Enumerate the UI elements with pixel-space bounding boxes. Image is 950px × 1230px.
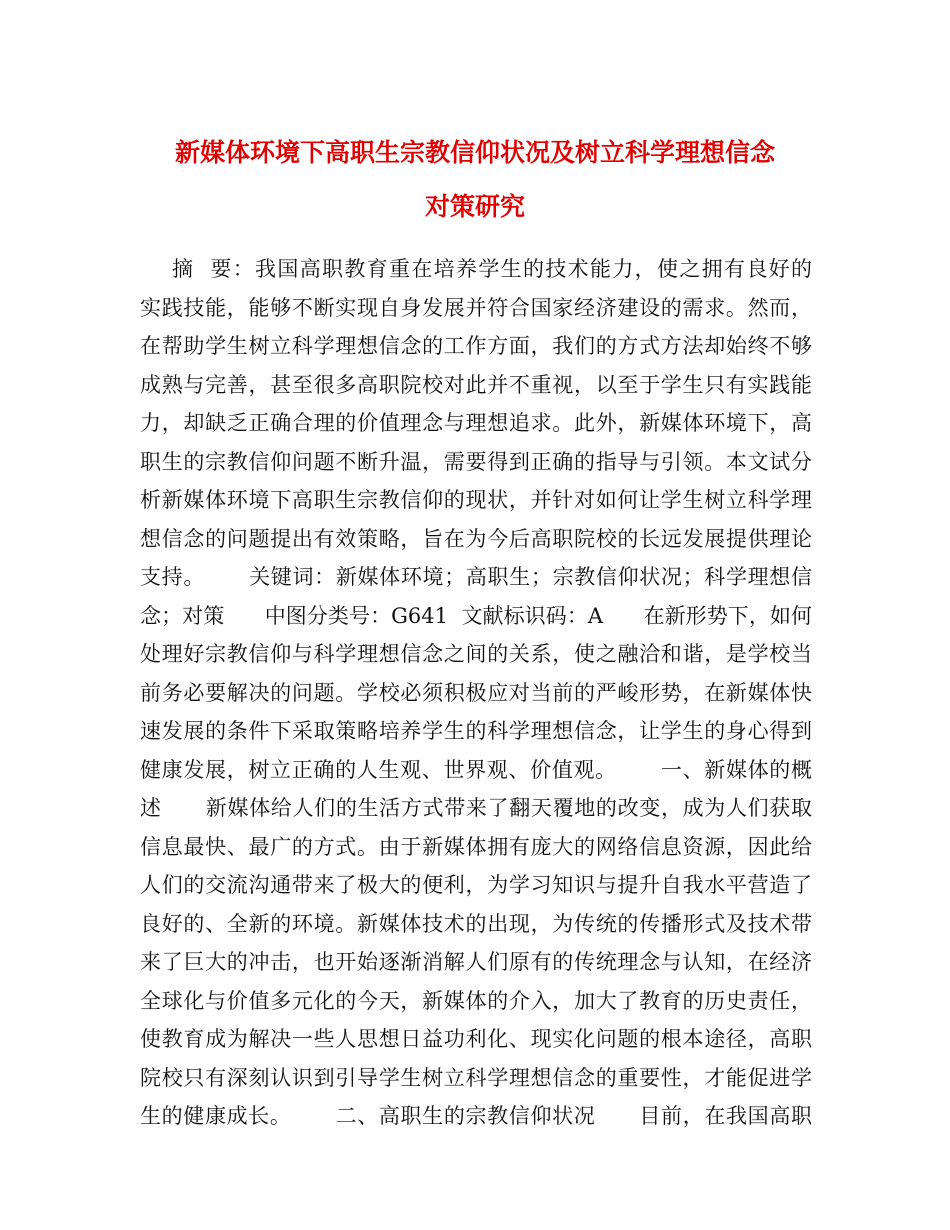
body-line: 在帮助学生树立科学理想信念的工作方面，我们的方式方法却始终不够 xyxy=(140,334,812,358)
body-line: 析新媒体环境下高职生宗教信仰的现状，并针对如何让学生树立科学理 xyxy=(140,488,812,512)
body-paragraph xyxy=(140,250,812,1136)
body-line: 成熟与完善，甚至很多高职院校对此并不重视，以至于学生只有实践能 xyxy=(140,372,812,397)
body-line: 摘 要：我国高职教育重在培养学生的技术能力，使之拥有良好的 xyxy=(140,257,812,281)
body-line: 良好的、全新的环境。新媒体技术的出现，为传统的传播形式及技术带 xyxy=(140,911,812,936)
body-line: 力，却缺乏正确合理的价值理念与理想追求。此外，新媒体环境下，高 xyxy=(140,411,812,435)
body-line: 处理好宗教信仰与科学理想信念之间的关系，使之融洽和谐，是学校当 xyxy=(140,642,812,666)
body-line: 人们的交流沟通带来了极大的便利，为学习知识与提升自我水平营造了 xyxy=(140,873,812,897)
body-line: 全球化与价值多元化的今天，新媒体的介入，加大了教育的历史责任， xyxy=(140,988,812,1013)
title-line-2: 对策研究 xyxy=(424,192,525,221)
title-block xyxy=(0,126,950,234)
body-line: 前务必要解决的问题。学校必须积极应对当前的严峻形势，在新媒体快 xyxy=(140,680,812,705)
body-line: 速发展的条件下采取策略培养学生的科学理想信念，让学生的身心得到 xyxy=(140,719,812,743)
body-line: 来了巨大的冲击，也开始逐渐消解人们原有的传统理念与认知，在经济 xyxy=(140,950,812,974)
body-line: 生的健康成长。 二、高职生的宗教信仰状况 目前，在我国高职 xyxy=(140,1104,812,1128)
body-line: 念；对策 中图分类号：G641 文献标识码：A 在新形势下，如何 xyxy=(140,603,812,628)
body-line: 院校只有深刻认识到引导学生树立科学理想信念的重要性，才能促进学 xyxy=(140,1065,812,1090)
title-line-1: 新媒体环境下高职生宗教信仰状况及树立科学理想信念 xyxy=(174,138,775,167)
body-line: 信息最快、最广的方式。由于新媒体拥有庞大的网络信息资源，因此给 xyxy=(140,834,812,859)
body-line: 支持。 关键词：新媒体环境；高职生；宗教信仰状况；科学理想信 xyxy=(140,565,812,589)
body-line: 使教育成为解决一些人思想日益功利化、现实化问题的根本途径，高职 xyxy=(140,1027,812,1051)
body-line: 健康发展，树立正确的人生观、世界观、价值观。 一、新媒体的概 xyxy=(140,757,812,782)
body-line: 述 新媒体给人们的生活方式带来了翻天覆地的改变，成为人们获取 xyxy=(140,796,812,820)
body-line: 职生的宗教信仰问题不断升温，需要得到正确的指导与引领。本文试分 xyxy=(140,449,812,474)
document-title xyxy=(130,126,820,234)
body-line: 实践技能，能够不断实现自身发展并符合国家经济建设的需求。然而， xyxy=(140,295,812,320)
body-line: 想信念的问题提出有效策略，旨在为今后高职院校的长远发展提供理论 xyxy=(140,526,812,551)
